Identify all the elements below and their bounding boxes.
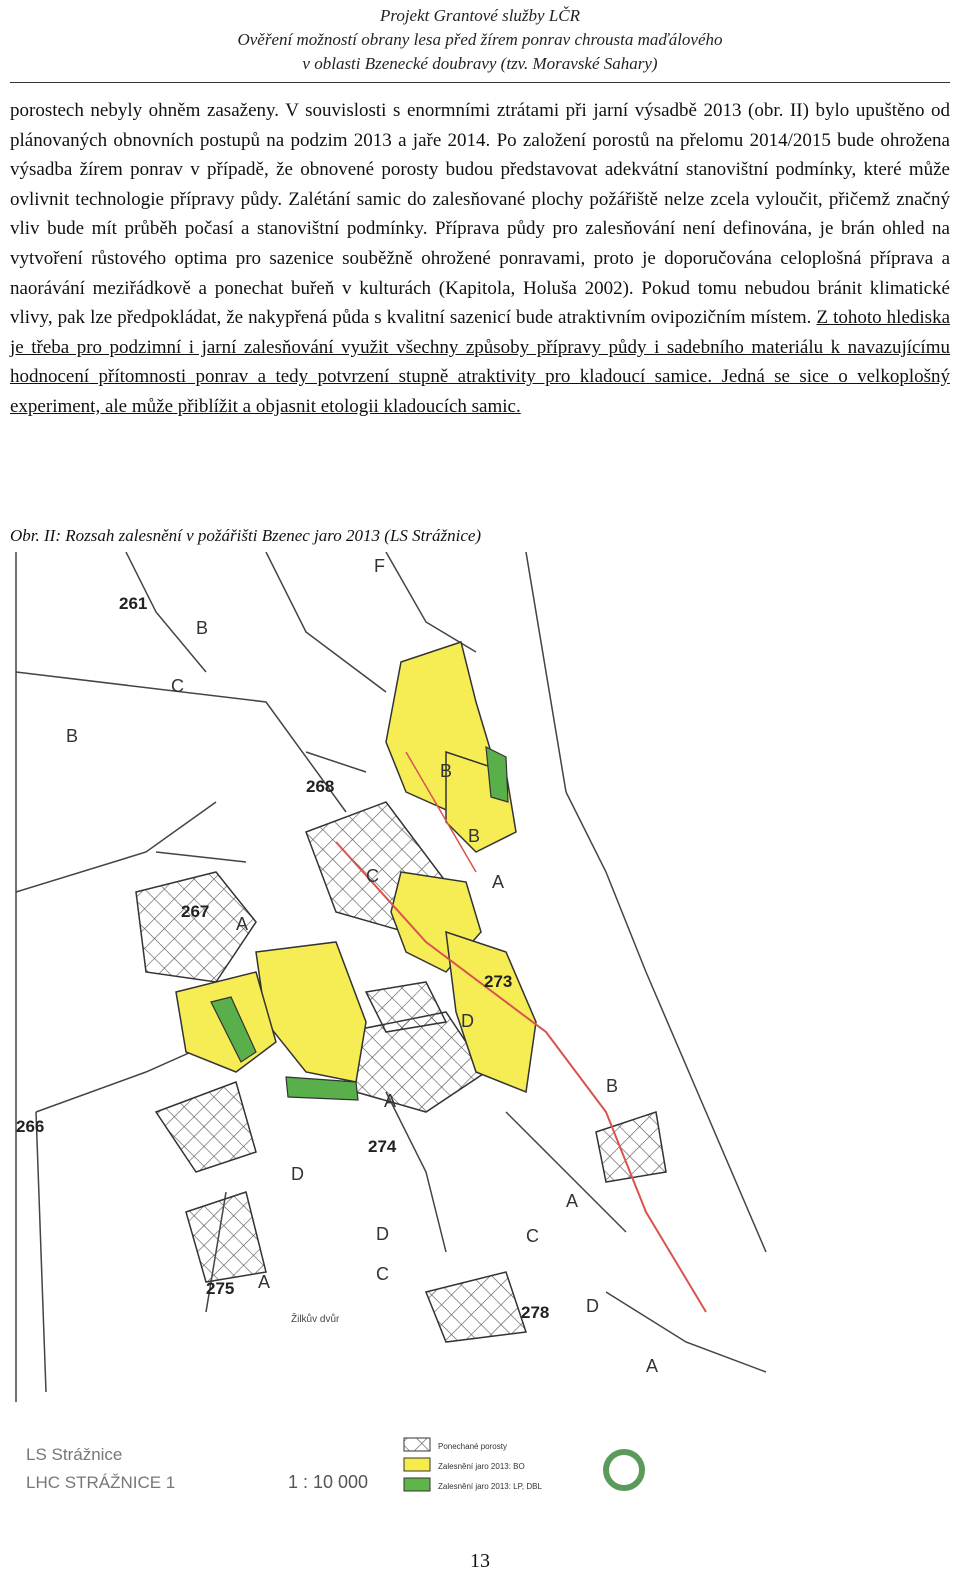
stand-letter: B bbox=[468, 826, 481, 846]
legend-swatch-green bbox=[404, 1478, 430, 1491]
compartment-274: 274 bbox=[368, 1137, 397, 1156]
legend-label: Ponechané porosty bbox=[438, 1442, 507, 1451]
stand-letter: B bbox=[196, 618, 209, 638]
document-header bbox=[0, 4, 960, 76]
stand-letter: A bbox=[566, 1191, 579, 1211]
stand-letter: B bbox=[66, 726, 79, 746]
stand-letter: B bbox=[440, 761, 453, 781]
legend-label: Zalesnění jaro 2013: LP, DBL bbox=[438, 1482, 542, 1491]
compartment-267: 267 bbox=[181, 902, 210, 921]
stand-letter: A bbox=[646, 1356, 659, 1376]
stand-letter: C bbox=[376, 1264, 389, 1284]
figure-caption: Obr. II: Rozsah zalesnění v požářišti Bzenec jaro 2013 (LS Strážnice) bbox=[10, 526, 482, 545]
legend-swatch-yellow bbox=[404, 1458, 430, 1471]
legend-label: Zalesnění jaro 2013: BO bbox=[438, 1462, 525, 1471]
place-label: Žilkův dvůr bbox=[291, 1314, 340, 1325]
body-paragraph bbox=[10, 96, 950, 422]
compartment-278: 278 bbox=[521, 1303, 550, 1322]
compartment-273: 273 bbox=[484, 972, 513, 991]
page-number: 13 bbox=[470, 1550, 490, 1572]
header-line-2: Ověření možností obrany lesa před žírem ponrav chrousta maďálového bbox=[237, 30, 723, 49]
stand-letter: A bbox=[236, 914, 249, 934]
header-divider bbox=[10, 82, 950, 83]
stand-letter: C bbox=[366, 866, 379, 886]
compartment-275: 275 bbox=[206, 1279, 235, 1298]
stand-letter: F bbox=[374, 556, 385, 576]
stand-letter: A bbox=[492, 872, 505, 892]
stand-letter: C bbox=[526, 1226, 539, 1246]
legend-scale: 1 : 10 000 bbox=[288, 1472, 369, 1492]
stand-letter: D bbox=[376, 1224, 389, 1244]
forest-map bbox=[6, 552, 950, 1552]
stand-letter: D bbox=[586, 1296, 599, 1316]
legend-org: LS Strážnice bbox=[26, 1445, 123, 1464]
legend-lhc: LHC STRÁŽNICE 1 bbox=[26, 1473, 176, 1492]
compartment-268: 268 bbox=[306, 777, 335, 796]
stand-letter: C bbox=[171, 676, 184, 696]
map-legend bbox=[26, 1438, 642, 1492]
legend-circle-icon bbox=[606, 1452, 642, 1488]
stand-letter: B bbox=[606, 1076, 619, 1096]
compartment-261: 261 bbox=[119, 594, 148, 613]
stand-letter: D bbox=[461, 1011, 474, 1031]
header-line-3: v oblasti Bzenecké doubravy (tzv. Moravské Sahary) bbox=[302, 54, 658, 73]
stand-letter: A bbox=[258, 1272, 271, 1292]
body-text-underlined: Z tohoto hlediska je třeba pro podzimní i jarní zalesňování využit všechny způsoby přípravy půdy i sadebního materiálu k navazujícímu hodnocení přítomnosti ponrav a tedy potvrzení stupně atraktivity pro kladoucí samice. Jedná se sice o velkoplošný experiment, ale může přiblížit a objasnit etologii kladoucích samic. bbox=[10, 307, 951, 417]
stand-letter: D bbox=[291, 1164, 304, 1184]
map-boundaries bbox=[16, 552, 766, 1402]
compartment-266: 266 bbox=[16, 1117, 45, 1136]
stand-letter: A bbox=[384, 1091, 397, 1111]
header-line-1: Projekt Grantové služby LČR bbox=[379, 6, 581, 25]
legend-swatch-hatch bbox=[404, 1438, 430, 1451]
body-text-plain: porostech nebyly ohněm zasaženy. V souvislosti s enormními ztrátami při jarní výsadbě 2013 (obr. II) bylo upuštěno od plánovaných obnovních postupů na podzim 2013 a jaře 2014. Po založení porostů na přelomu 2014/2015 bude ohrožena výsadba žírem ponrav v případě, že obnovené porosty budou představovat adekvátní stanovištní podmínky, které může ovlivnit technologie přípravy půdy. Zalétání samic do zalesňované plochy požářiště nelze zcela vyloučit, přičemž značný vliv bude mít průběh počasí a stanovištní podmínky. Příprava půdy pro zalesňování není definována, je brán ohled na vytvoření růstového optima pro sazenice souběžně ohrožené ponravami, proto je doporučována celoplošná příprava a naorávání meziřádkově a ponechat buřeň v kulturách (Kapitola, Holuša 2002). Pokud tomu nebudou bránit klimatické vlivy, pak lze předpokládat, že nakypřená půda s kvalitní sazenicí bude atraktivním ovipozičním místem. bbox=[10, 100, 950, 329]
